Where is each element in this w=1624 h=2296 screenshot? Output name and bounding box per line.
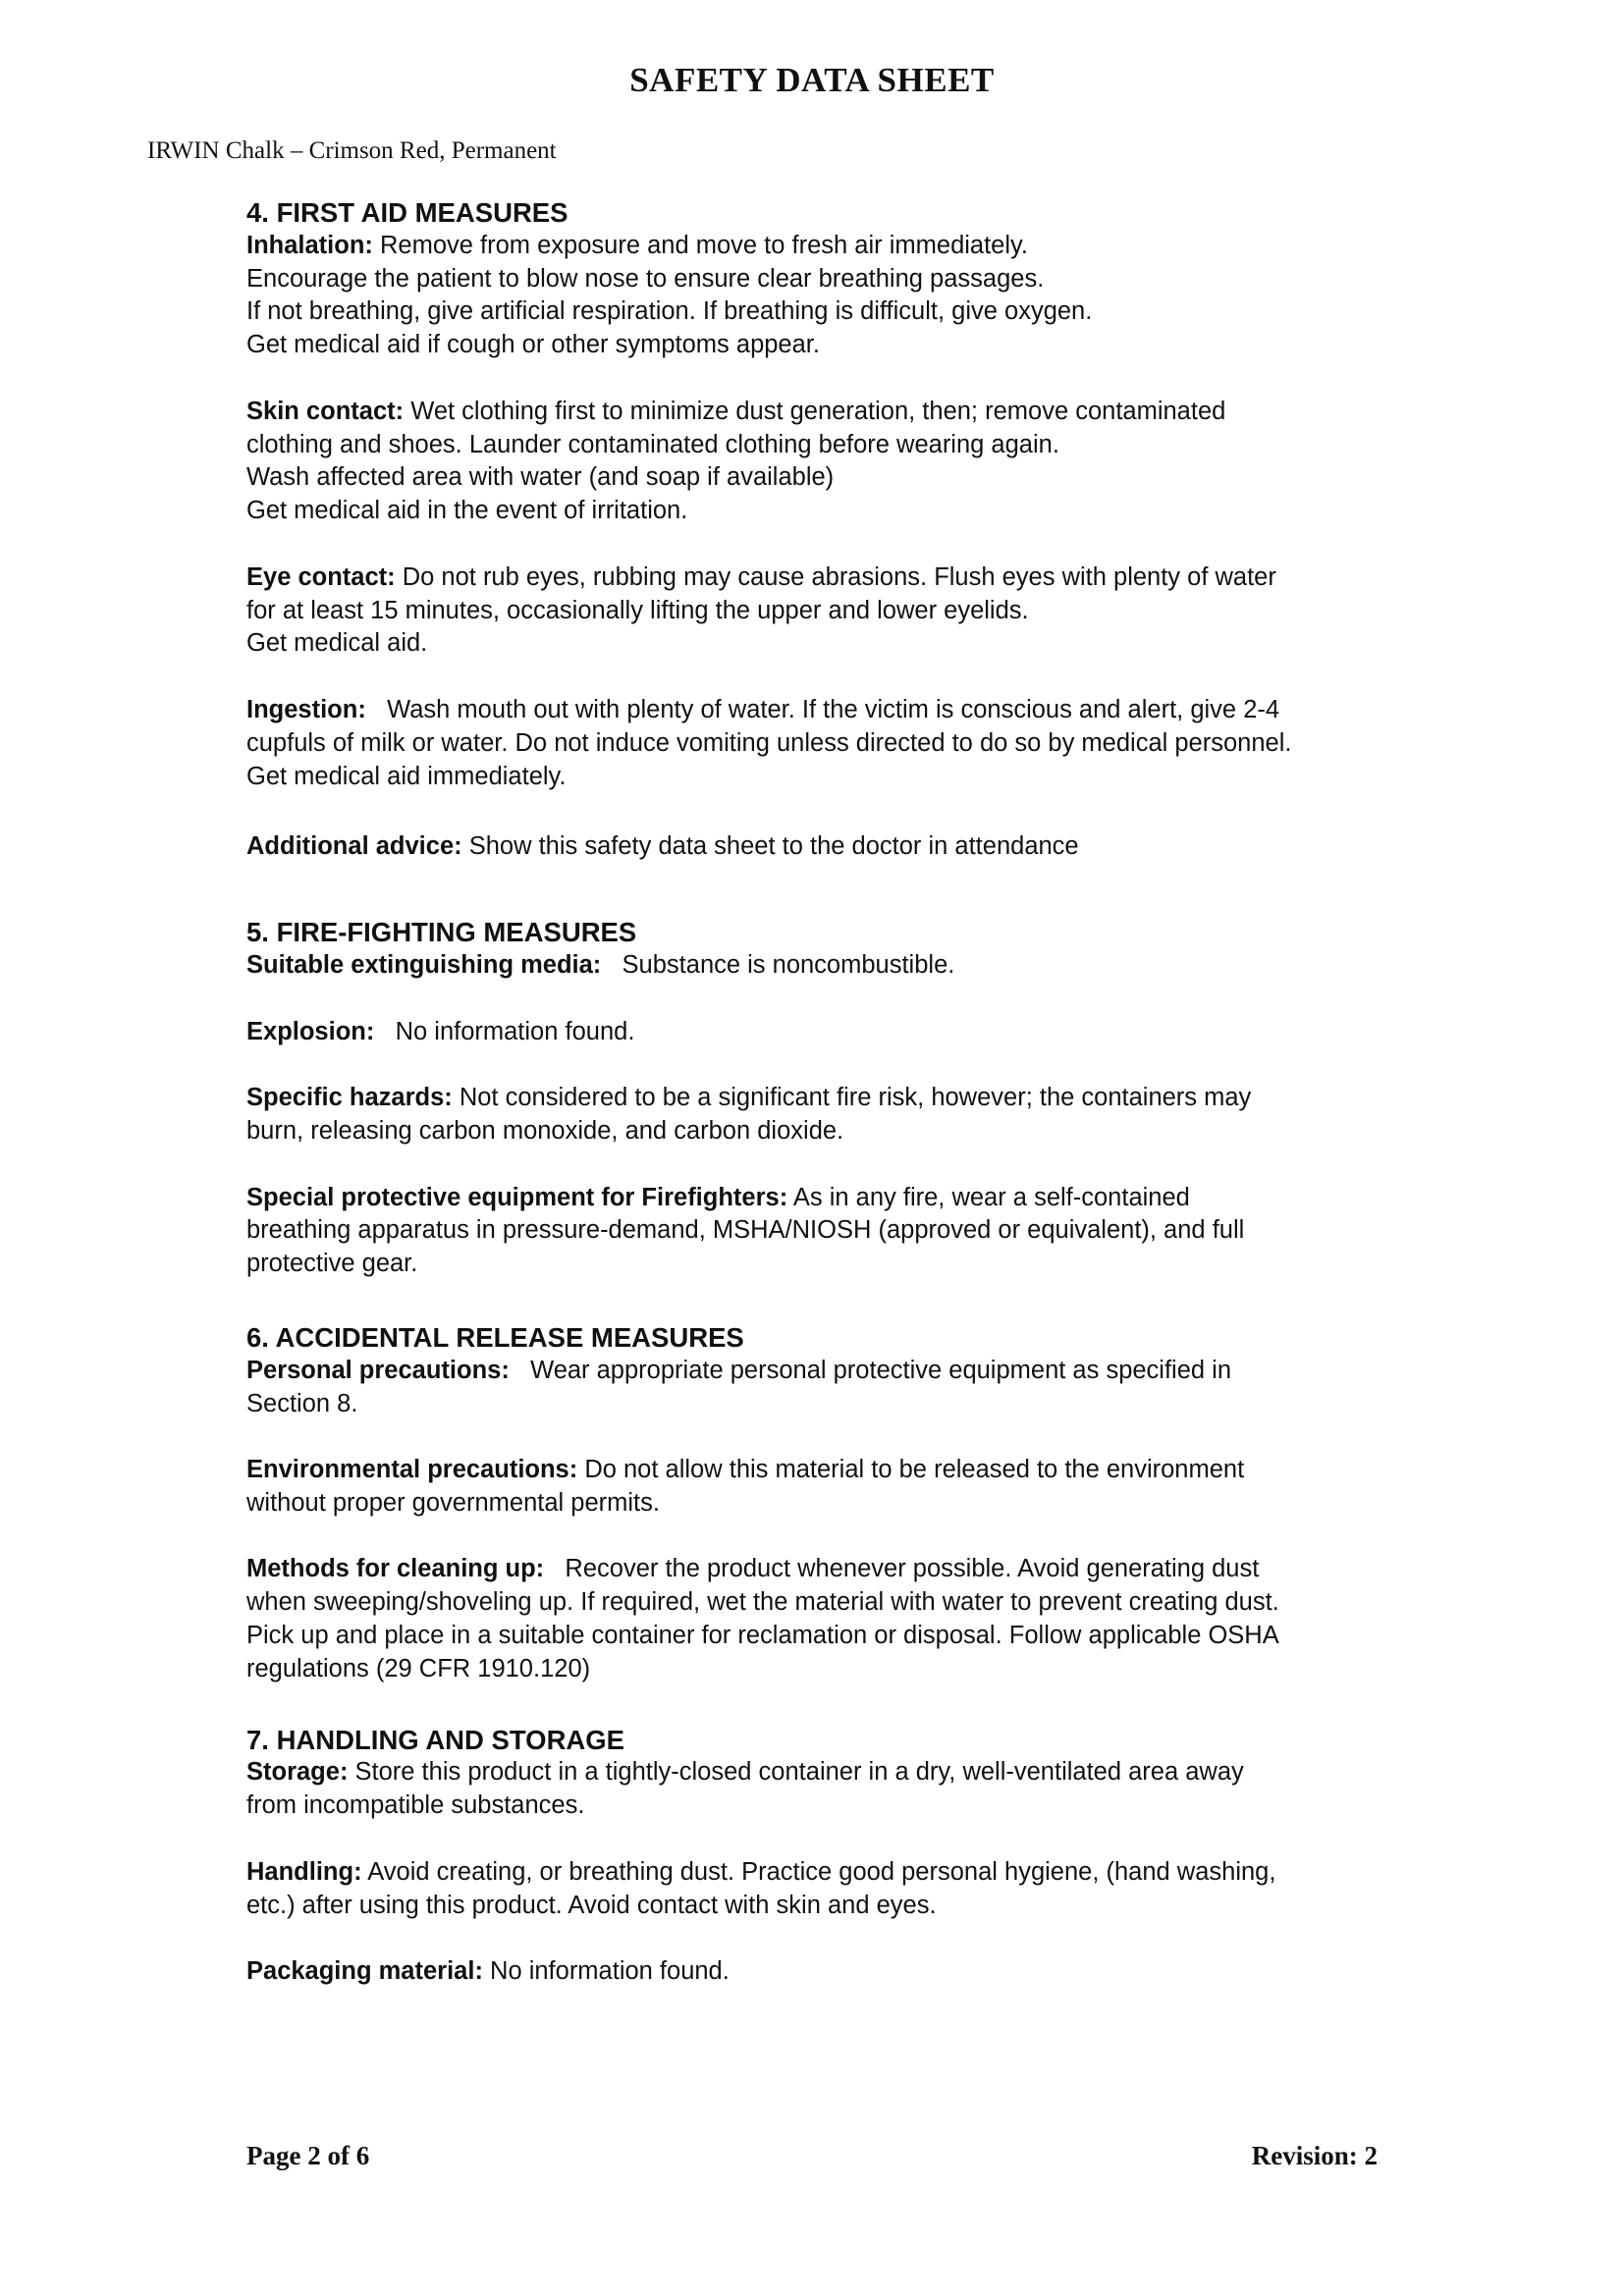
paragraph-packaging: Packaging material: No information found. bbox=[246, 1957, 730, 1986]
paragraph-inhalation: Inhalation: Remove from exposure and move to fresh air immediately. Encourage the patient to blow nose to ensure clear breathing passages. If not breathing, give artificial respiration. If breathing is difficult, give oxygen. Get medical aid if cough or other symptoms appear. bbox=[246, 231, 1093, 359]
section-heading-accidental-release: 6. ACCIDENTAL RELEASE MEASURES bbox=[246, 1321, 744, 1353]
paragraph-personal-precautions: Personal precautions: Wear appropriate personal protective equipment as specified in Section 8. bbox=[246, 1356, 1232, 1417]
label-skin-contact: Skin contact: bbox=[246, 397, 405, 425]
section-heading-first-aid: 4. FIRST AID MEASURES bbox=[246, 197, 568, 228]
label-inhalation: Inhalation: bbox=[246, 231, 373, 259]
label-eye-contact: Eye contact: bbox=[246, 562, 396, 591]
section-heading-handling-storage: 7. HANDLING AND STORAGE bbox=[246, 1724, 625, 1755]
paragraph-handling: Handling: Avoid creating, or breathing dust. Practice good personal hygiene, (hand washing, etc.) after using this product. Avoid contact with skin and eyes. bbox=[246, 1857, 1276, 1919]
paragraph-environmental-precautions: Environmental precautions: Do not allow this material to be released to the environment without proper governmental permits. bbox=[246, 1456, 1245, 1517]
label-extinguishing-media: Suitable extinguishing media: bbox=[246, 950, 602, 979]
label-handling: Handling: bbox=[246, 1857, 362, 1886]
page-number: Page 2 of 6 bbox=[246, 2141, 370, 2170]
paragraph-specific-hazards: Specific hazards: Not considered to be a significant fire risk, however; the containers may burn, releasing carbon monoxide, and carbon dioxide. bbox=[246, 1084, 1252, 1145]
label-explosion: Explosion: bbox=[246, 1017, 375, 1045]
section-heading-fire-fighting: 5. FIRE-FIGHTING MEASURES bbox=[246, 917, 637, 948]
label-environmental-precautions: Environmental precautions: bbox=[246, 1456, 578, 1484]
label-ingestion: Ingestion: bbox=[246, 695, 366, 723]
paragraph-ingestion: Ingestion: Wash mouth out with plenty of water. If the victim is conscious and alert, give 2-4 cupfuls of milk or water. Do not induce vomiting unless directed to do so by medical personnel. Get medical aid immediately. bbox=[246, 695, 1292, 790]
paragraph-additional-advice: Additional advice: Show this safety data sheet to the doctor in attendance bbox=[246, 832, 1079, 861]
paragraph-protective-equipment: Special protective equipment for Firefighters: As in any fire, wear a self-contained breathing apparatus in pressure-demand, MSHA/NIOSH (approved or equivalent), and full protective gear. bbox=[246, 1183, 1245, 1278]
label-cleaning-up: Methods for cleaning up: bbox=[246, 1555, 545, 1583]
label-additional-advice: Additional advice: bbox=[246, 832, 462, 861]
paragraph-extinguishing-media: Suitable extinguishing media: Substance is noncombustible. bbox=[246, 950, 955, 979]
document-body bbox=[246, 196, 1415, 1989]
paragraph-explosion: Explosion: No information found. bbox=[246, 1017, 635, 1045]
label-specific-hazards: Specific hazards: bbox=[246, 1084, 453, 1112]
paragraph-storage: Storage: Store this product in a tightly-closed container in a dry, well-ventilated area away from incompatible substances. bbox=[246, 1758, 1244, 1820]
label-personal-precautions: Personal precautions: bbox=[246, 1356, 510, 1384]
label-protective-equipment: Special protective equipment for Firefighters: bbox=[246, 1183, 788, 1211]
paragraph-cleaning-up: Methods for cleaning up: Recover the product whenever possible. Avoid generating dust when sweeping/shoveling up. If required, wet the material with water to prevent creating dust. Pick up and place in a suitable container for reclamation or disposal. Follow applicable OSHA regulations (29 CFR 1910.120) bbox=[246, 1555, 1279, 1682]
paragraph-skin-contact: Skin contact: Wet clothing first to minimize dust generation, then; remove contaminated clothing and shoes. Launder contaminated clothing before wearing again. Wash affected area with water (and soap if available) Get medical aid in the event of irritation. bbox=[246, 397, 1226, 525]
document-title: SAFETY DATA SHEET bbox=[629, 61, 995, 99]
product-name: IRWIN Chalk – Crimson Red, Permanent bbox=[147, 137, 557, 164]
paragraph-eye-contact: Eye contact: Do not rub eyes, rubbing may cause abrasions. Flush eyes with plenty of water for at least 15 minutes, occasionally lifting the upper and lower eyelids. Get medical aid. bbox=[246, 562, 1276, 658]
revision-number: Revision: 2 bbox=[1251, 2141, 1378, 2170]
label-storage: Storage: bbox=[246, 1758, 349, 1787]
label-packaging: Packaging material: bbox=[246, 1957, 483, 1986]
